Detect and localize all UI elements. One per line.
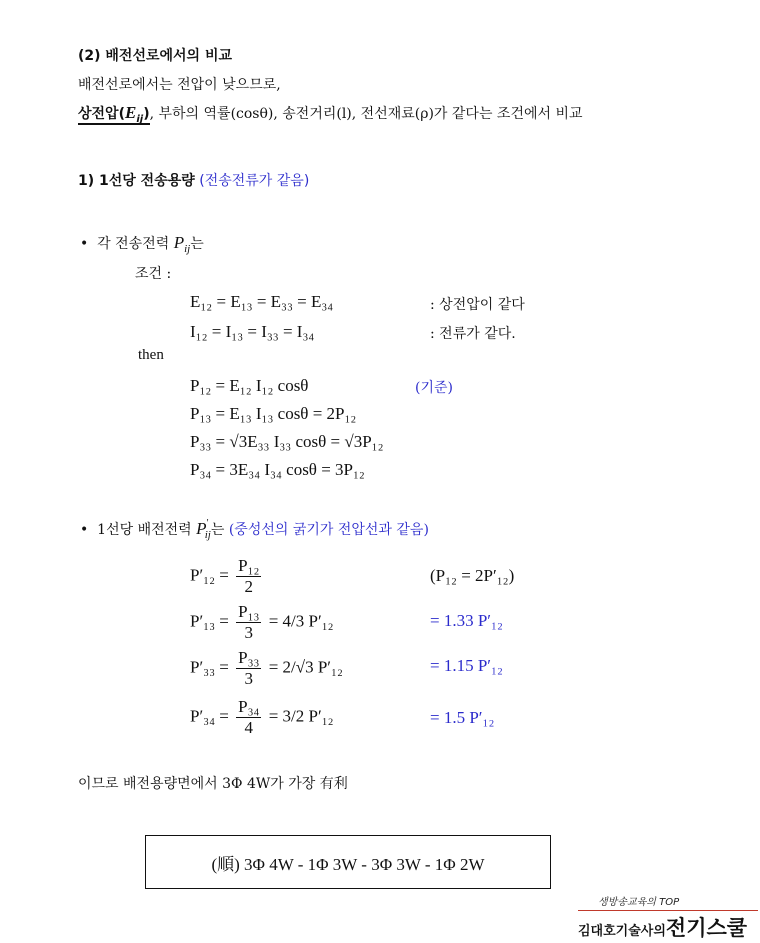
condition-line: 상전압$(E_{ij})$, 부하의 역률(cosθ), 송전거리(l), 전선재료(ρ)가 같다는 조건에서 비교 [78, 103, 583, 125]
brand-logo [578, 912, 747, 942]
eq-p12: P₁₂ = E₁₂ I₁₂ cosθ [190, 376, 309, 395]
ratio-result-33: = 1.15 P′₁₂ [430, 656, 503, 675]
intro-text: 배전선로에서는 전압이 낮으므로, [78, 77, 281, 93]
sub1-title: 1) 1선당 전송용량 [78, 173, 195, 189]
sub1-note: (전송전류가 같음) [199, 173, 310, 189]
bullet2-mark: • [80, 522, 89, 538]
eq-p33: P₃₃ = √3E₃₃ I₃₃ cosθ = √3P₁₂ [190, 432, 384, 451]
order-box [145, 835, 551, 889]
conclusion-text: 이므로 배전용량면에서 3Φ 4W가 가장 有利 [78, 776, 348, 792]
eq-p34: P₃₄ = 3E₃₄ I₃₄ cosθ = 3P₁₂ [190, 460, 365, 479]
ratio-row-13: P′₁₃ = $\frac{\text{P₁₃}}{3}$ = 4/3 P′₁₂ [190, 602, 334, 642]
bullet1-mark: • [80, 236, 89, 252]
ratio-row-12: P′₁₂ = $\frac{\text{P₁₂}}{2}$ [190, 556, 260, 596]
eq-voltage-note: : 상전압이 같다 [430, 297, 525, 313]
condition-rest: 부하의 역률(cosθ), 송전거리(l), 전선재료(ρ)가 같다는 조건에서 비교 [158, 106, 583, 122]
ratio-result-34: = 1.5 P′₁₂ [430, 708, 495, 727]
ratio-result-13: = 1.33 P′₁₂ [430, 611, 503, 630]
eq-current-note: : 전류가 같다. [430, 326, 516, 342]
condition-lead: 상전압$(E_{ij})$ [78, 103, 150, 125]
brand-name: 전기스쿨 [665, 916, 748, 940]
bullet2-note: (중성선의 굵기가 전압선과 같음) [228, 522, 429, 538]
ratio-result-12: (P₁₂ = 2P′₁₂) [430, 566, 515, 585]
eq-p12-note: (기준) [415, 380, 453, 396]
brand-name-prefix: 김대호기술사의 [578, 924, 666, 939]
condition-label: 조건 : [135, 266, 172, 282]
bullet2-line: • 1선당 배전전력 $P'_{ij}$는 (중성선의 굵기가 전압선과 같음) [80, 518, 429, 541]
bullet2-label: 1선당 배전전력 [97, 522, 192, 538]
ratio-fraction: $\frac{\text{P₁₂}}{2}$ [238, 556, 260, 596]
bullet1-label: 각 전송전력 [97, 236, 170, 252]
ratio-row-33: P′₃₃ = $\frac{\text{P₃₃}}{3}$ = 2/√3 P′₁₂ [190, 648, 343, 688]
bullet1-line: • 각 전송전력 $P_{ij}$는 [80, 233, 204, 255]
sub1-title-line [78, 170, 309, 190]
eq-voltage: E₁₂ = E₁₃ = E₃₃ = E₃₄ [190, 292, 334, 311]
eq-current: I₁₂ = I₁₃ = I₃₃ = I₃₄ [190, 322, 315, 341]
ratio-row-34: P′₃₄ = $\frac{\text{P₃₄}}{4}$ = 3/2 P′₁₂ [190, 697, 334, 737]
section-heading: (2) 배전선로에서의 비교 [78, 48, 233, 64]
brand-divider [578, 910, 758, 911]
brand-tagline: 생방송교육의 TOP [598, 897, 680, 908]
eq-p13: P₁₃ = E₁₃ I₁₃ cosθ = 2P₁₂ [190, 404, 357, 423]
then-label: then [138, 347, 164, 363]
order-text: (順) 3Φ 4W - 1Φ 3W - 3Φ 3W - 1Φ 2W [211, 854, 485, 874]
